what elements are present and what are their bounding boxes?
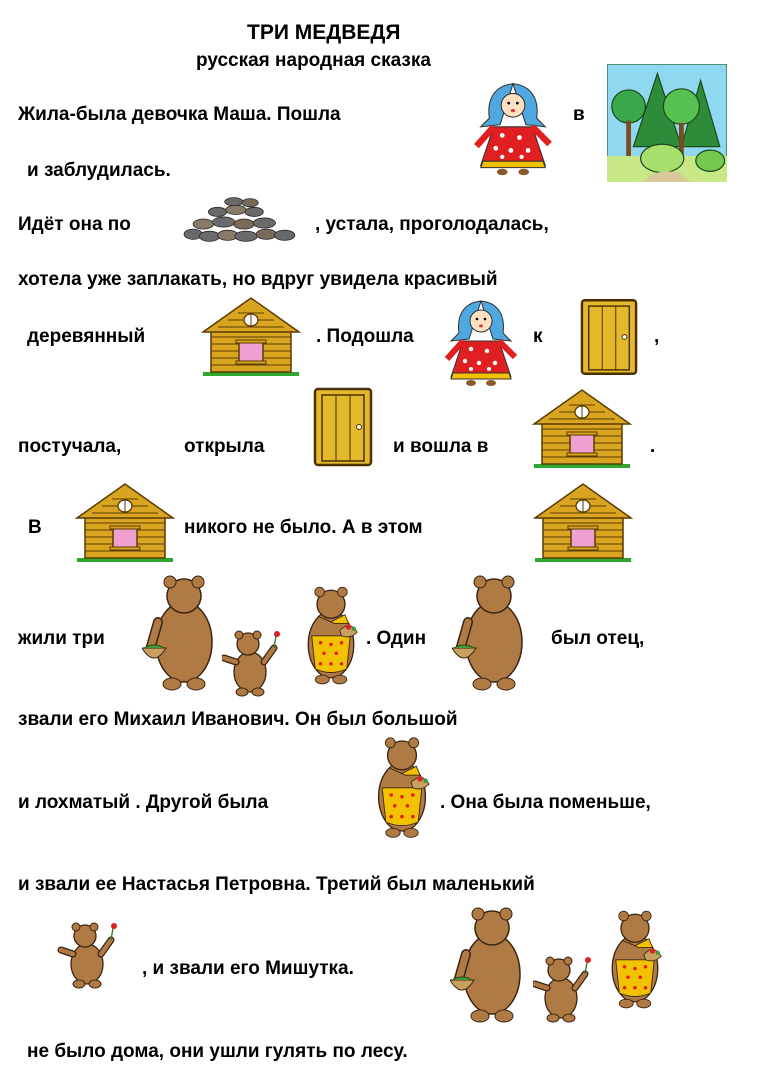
story-text: и вошла в	[393, 436, 489, 457]
story-text: Идёт она по	[18, 214, 131, 235]
forest-icon	[607, 64, 727, 182]
story-text: Жила-была девочка Маша. Пошла	[18, 104, 341, 125]
story-text: . Она была поменьше,	[440, 792, 651, 813]
wooden-hut-icon	[533, 478, 633, 566]
story-text: и заблудилась.	[27, 160, 171, 181]
mother-bear-icon	[366, 730, 438, 842]
baby-bear-icon	[57, 920, 121, 990]
story-text: в	[573, 104, 585, 125]
story-text: никого не было. А в этом	[184, 517, 423, 538]
story-text: и лохматый . Другой была	[18, 792, 269, 813]
story-text: постучала,	[18, 436, 122, 457]
story-text: звали его Михаил Иванович. Он был большой	[18, 709, 458, 730]
baby-bear-icon	[533, 954, 593, 1024]
story-text: хотела уже заплакать, но вдруг увидела красивый	[18, 269, 498, 290]
stone-path-icon	[183, 196, 305, 244]
story-text: . Один	[366, 628, 427, 649]
story-text: открыла	[184, 436, 265, 457]
wooden-hut-icon	[200, 296, 302, 376]
story-text: деревянный	[27, 326, 146, 347]
masha-girl-icon	[441, 294, 521, 394]
story-text: был отец,	[551, 628, 645, 649]
story-text: жили три	[18, 628, 105, 649]
father-bear-icon	[450, 902, 530, 1026]
father-bear-icon	[452, 570, 532, 694]
masha-girl-icon	[470, 80, 556, 180]
story-text: не было дома, они ушли гулять по лесу.	[27, 1041, 408, 1062]
page-subtitle: русская народная сказка	[196, 50, 431, 71]
wooden-hut-icon	[75, 478, 175, 566]
story-text: и звали ее Настасья Петровна. Третий был маленький	[18, 874, 535, 895]
father-bear-icon	[142, 570, 222, 694]
mother-bear-icon	[600, 902, 670, 1014]
wooden-hut-icon	[532, 384, 632, 472]
story-text: , устала, проголодалась,	[315, 214, 549, 235]
door-icon	[313, 386, 373, 468]
story-text: , и звали его Мишутка.	[142, 958, 354, 979]
story-text: ,	[654, 326, 660, 347]
baby-bear-icon	[222, 628, 282, 698]
mother-bear-icon	[296, 578, 366, 690]
story-text: . Подошла	[316, 326, 414, 347]
story-text: .	[650, 436, 656, 457]
page-title: ТРИ МЕДВЕДЯ	[247, 21, 401, 44]
story-text: к	[533, 326, 543, 347]
door-icon	[580, 298, 638, 376]
story-text: В	[28, 517, 42, 538]
